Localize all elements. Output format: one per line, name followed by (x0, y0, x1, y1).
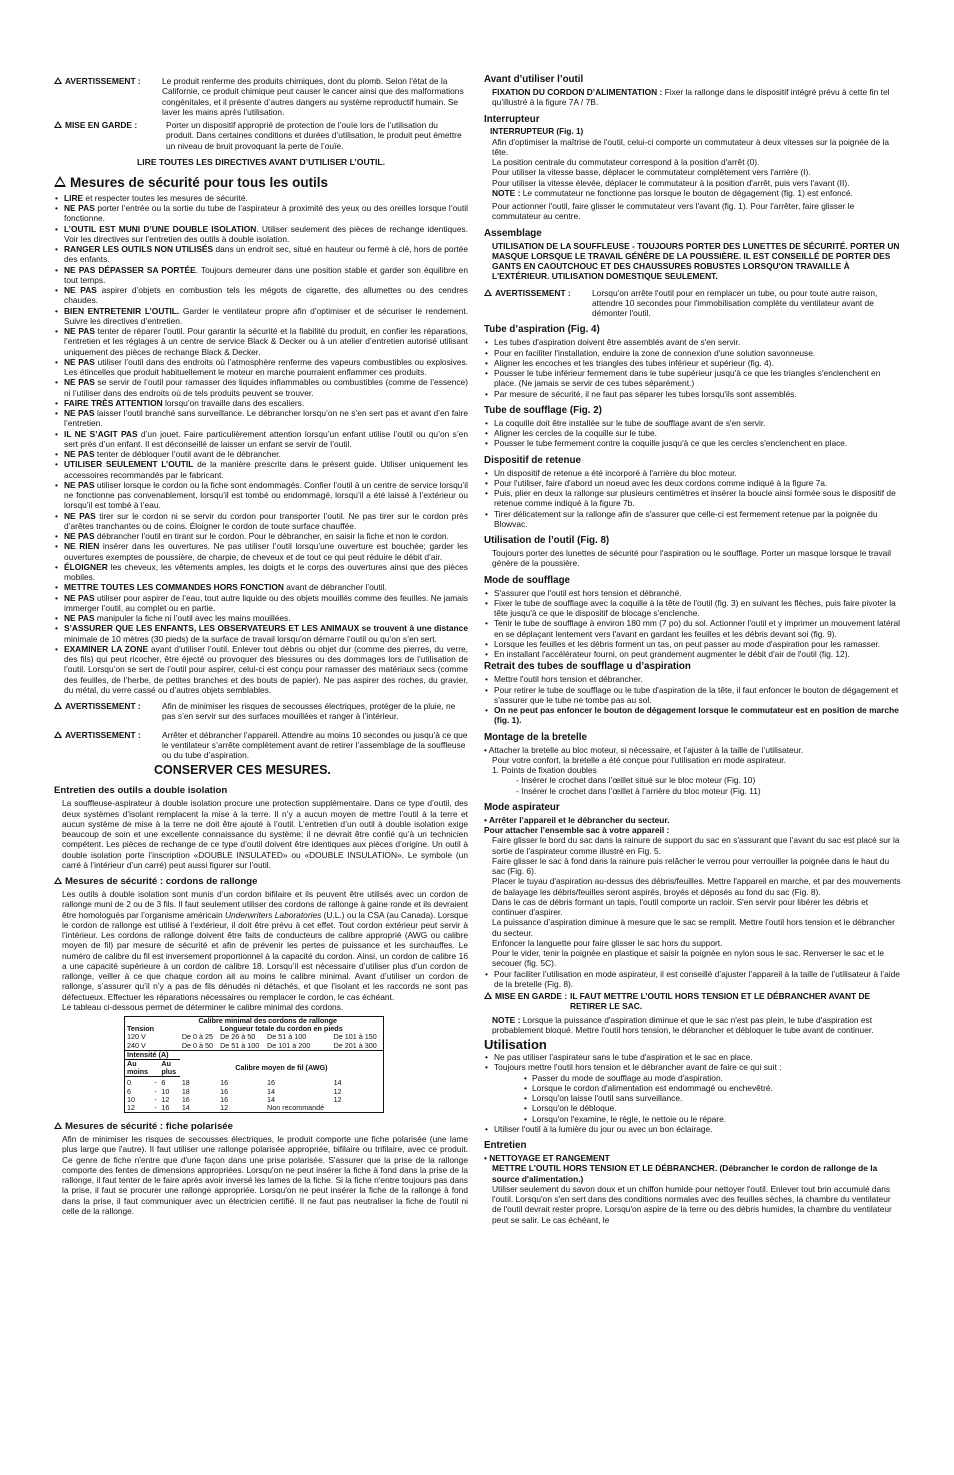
table-cell: De 201 à 300 (332, 1042, 384, 1051)
list-item: • UTILISER SEULEMENT L’OUTIL de la manière prescrite dans le présent guide. Utiliser uniquement les accessoires recommandés par le fabricant. (54, 459, 468, 480)
list-item: • EXAMINER LA ZONE avant d’utiliser l’outil. Enlever tout débris ou objet dur (comme des pierres, du verre, des fils) qui peut ricocher, être éjecté ou provoquer des blessures ou des dommages lors de l’utilisation de l’outil. Lorsqu’on se sert de l’outil pour aspirer, celui-ci est conçu pour ramasser des matériaux secs (comme des feuilles, de l’herbe, de petites branches et des bouts de papier). Ne pas aspirer des roches, du gravier, du métal, du verre cassé ou d’autres objets semblables. (54, 644, 468, 695)
list-item: • FAIRE TRÈS ATTENTION lorsqu’on travaille dans des escaliers. (54, 398, 468, 408)
caution-hearing (54, 120, 468, 151)
list-item: • RANGER LES OUTILS NON UTILISÉS dans un endroit sec, situé en hauteur ou fermé à clé, hors de portée des enfants. (54, 244, 468, 265)
warning-triangle-icon (484, 289, 492, 296)
list-item: • NE PAS DÉPASSER SA PORTÉE. Toujours demeurer dans une position stable et garder son équilibre en tout temps. (54, 265, 468, 286)
list-item: • NE PAS manipuler la fiche ni l’outil avec les mains mouillées. (54, 613, 468, 623)
table-cell: De 51 à 100 (218, 1042, 265, 1051)
use-text: Toujours porter des lunettes de sécurité pour l'aspiration ou le soufflage. Porter un masque lorsque le travail génère de la poussière. (492, 548, 892, 569)
table-cell: 14 (332, 1077, 384, 1088)
list-item: • NE PAS se servir de l’outil pour ramasser des liquides inflammables ou combustibles (comme de l’essence) ni l’utiliser dans des endroits où de tels produits peuvent se trouver. (54, 377, 468, 398)
retain-heading: Dispositif de retenue (484, 454, 581, 466)
list-item: • NE PAS porter l’entrée ou la sortie du tube de l’aspirateur à proximité des yeux ou des oreilles lorsque l’outil fonctionne. (54, 203, 468, 224)
list-item: • NE PAS tirer sur le cordon ni se servir du cordon pour transporter l’outil. Ne pas tirer sur le cordon près d’arêtes tranchantes ou de coins. Éloigner le cordon de toute surface chauffée. (54, 511, 468, 532)
list-item: • NE PAS aspirer d’objets en combustion tels les mégots de cigarette, des allumettes ou des cendres chaudes. (54, 285, 468, 306)
table-v240: 240 V (125, 1042, 180, 1051)
strap-text: 1. Points de fixation doubles (492, 765, 597, 775)
table-cell: plus (159, 1068, 179, 1077)
table-v120: 120 V (125, 1033, 180, 1041)
strap-heading: Montage de la bretelle (484, 731, 587, 743)
list-item: • Pousser le tube inférieur fermement dans le tube supérieur jusqu'à ce que les triangles s'enclenchent en place. (Ne jamais se servir de ces tubes séparément.) (484, 368, 902, 389)
table-cell: - (154, 1094, 157, 1104)
list-item: • S'assurer que l'outil est hors tension et débranché. (484, 588, 902, 598)
maintenance-step: • NETTOYAGE ET RANGEMENT (484, 1153, 610, 1163)
cords-table-intro: Le tableau ci-dessous permet de déterminer le calibre minimal des cordons. (62, 1001, 344, 1012)
list-item: • NE RIEN insérer dans les ouvertures. Ne pas utiliser l’outil lorsqu’une ouverture est bouchée; garder les ouvertures exemptes de poussière, de charpie, de cheveux et de tout ce qui peut réduire le débit d’air. (54, 541, 468, 562)
remove-list (484, 674, 902, 725)
table-row (125, 1104, 384, 1113)
maintenance-heading: Entretien (484, 1140, 527, 1151)
vacuum-step: Pour attacher l’ensemble sac à votre appareil : (484, 825, 670, 835)
list-item: • Lorsque le cordon d'alimentation est endommagé ou enchevêtré. (524, 1083, 902, 1093)
table-tension-header: Tension (125, 1025, 180, 1033)
list-item: • Utiliser l'outil à la lumière du jour ou avec un bon éclairage. (484, 1124, 902, 1134)
list-item: • BIEN ENTRETENIR L’OUTIL. Garder le ventilateur propre afin d’optimiser et de sécuriser le rendement. Suivre les directives d’entretien. (54, 306, 468, 327)
table-cell: 14 (267, 1086, 276, 1096)
list-item: • NE PAS débrancher l’outil en tirant sur le cordon. Pour le débrancher, en saisir la fiche et non le cordon. (54, 531, 468, 541)
before-use-heading: Avant d’utiliser l’outil (484, 74, 584, 85)
before-use-text: FIXATION DU CORDON D’ALIMENTATION : Fixer la rallonge dans le dispositif intégré prévu à cette fin tel qu’illustré à la figure 7A / 7B. (492, 87, 890, 108)
table-cell: 12 (332, 1088, 384, 1096)
list-item: • Un dispositif de retenue a été incorporé à l'arrière du bloc moteur. (484, 468, 902, 478)
list-item: • Ne pas utiliser l’aspirateur sans le tube d'aspiration et le sac en place. (484, 1052, 902, 1062)
list-item: • NE PAS utiliser pour aspirer de l’eau, tout autre liquide ou des objets mouillés comme des feuilles. Ne jamais immerger l’outil, au complet ou en partie. (54, 593, 468, 614)
list-item: • Toujours mettre l'outil hors tension et le débrancher avant de faire ce qui suit : (484, 1062, 902, 1072)
table-cell: De 26 à 50 (220, 1032, 256, 1042)
blow-tube-heading: Tube de soufflage (Fig. 2) (484, 404, 602, 416)
warning-triangle-icon (54, 1122, 62, 1129)
table-blank (180, 1050, 384, 1059)
table-blank (152, 1060, 159, 1069)
vacuum-paragraph: Faire glisser le bord du sac dans la rainure de support du sac en s'assurant que l’avant du sac est placé sur la sortie de l’aspirateur comme illustré en Fig. 5. (492, 835, 900, 856)
blow-tube-list (484, 418, 902, 449)
list-item: • NE PAS tenter de réparer l’outil. Pour garantir la sécurité et la fiabilité du produit, en confier les réparations, l’entretien et les réglages à un centre de service Black & Decker ou à un atelier d’entretien autorisé utilisant uniquement des pièces de rechange Black & Decker. (54, 326, 468, 357)
suction-tube-list (484, 337, 902, 399)
retain-list (484, 468, 902, 530)
list-item: • Fixer le tube de soufflage avec la coquille à la tête de l'outil (fig. 3) en suivant les flèches, puis faire pivoter la tête jusqu'à ce que le dispositif de blocage s'enclenche. (484, 598, 902, 619)
list-item: • Les tubes d'aspiration doivent être assemblés avant de s'en servir. (484, 337, 902, 347)
caution-label: MISE EN GARDE : (54, 120, 166, 151)
caution-text: Porter un dispositif approprié de protection de l’ouïe lors de l’utilisation du produit. Dans certaines conditions et durées d’utilisation, le produit peut émettre un niveau de bruit provoquant la perte de l’ouïe. (166, 120, 462, 151)
plug-heading: Mesures de sécurité : fiche polarisée (54, 1121, 468, 1133)
vacuum-bullet-list (484, 969, 902, 990)
list-item: • Lorsqu'on le débloque. (524, 1103, 902, 1113)
warning-california (54, 76, 468, 117)
vacuum-paragraph: La puissance d’aspiration diminue à mesure que le sac se remplit. Mettre l'outil hors tension et le débrancher du secteur. (492, 917, 895, 938)
switch-text: Afin d'optimiser la maîtrise de l'outil, celui-ci comporte un commutateur à deux vitesses sur la poignée de la tête. (492, 136, 890, 157)
vacuum-heading: Mode aspirateur (484, 801, 560, 813)
list-item: • Par mesure de sécurité, il ne faut pas séparer les tubes lorsqu'ils sont assemblés. (484, 389, 902, 399)
warning-text: Afin de minimiser les risques de secousses électriques, protéger de la pluie, ne pas s’en servir sur des surfaces mouillées et ranger à l’intérieur. (162, 701, 456, 722)
list-item: • Lorsqu'on l'examine, le règle, le nettoie ou le répare. (524, 1114, 902, 1124)
list-item: • Aligner les encoches et les triangles des tubes inférieur et supérieur (fig. 4). (484, 358, 902, 368)
table-cell: Non recommandé (265, 1104, 332, 1113)
list-item: • ÉLOIGNER les cheveux, les vêtements amples, les doigts et le corps des ouvertures ainsi que des pièces mobiles. (54, 562, 468, 583)
table-cell (332, 1104, 384, 1113)
list-item: • En installant l'accélérateur fourni, on peut grandement augmenter le débit d'air de l'outil (fig. 12). (484, 649, 902, 659)
table-cell: De 101 à 200 (265, 1042, 332, 1051)
table-cell: 16 (159, 1104, 179, 1113)
vacuum-paragraph: Faire glisser le sac à fond dans la rainure puis relâcher le verrou pour verrouiller la poignée dans le haut du sac (Fig. 6). (492, 855, 890, 876)
switch-text: La position centrale du commutateur correspond à la position d'arrêt (0). (492, 157, 760, 167)
table-cell: 16 (220, 1077, 229, 1087)
left-column (54, 74, 468, 1216)
double-insulation-text: La souffleuse-aspirateur à double isolation procure une protection supplémentaire. Dans ce type d’outil, des deux systèmes d’isolant remplacent la mise à la terre. Il n’y a aucun moyen de mettre l’outil à la terre et aucun système de mise à la terre ne doit être ajouté à l’outil. L’entretien d’un outil à double isolation exige beaucoup de soin et une excellente connaissance du système; il ne devrait être confié qu’à un technicien compétent. Les pièces de rechange de ce type d’outil doivent être identiques aux pièces d’origine. Un outil à double isolation porte l’inscription «DOUBLE INSULATED» ou «DOUBLE INSULATION». Le symbole (un carré à l’intérieur d’un carré) peut aussi figurer sur l’outil. (62, 798, 468, 870)
cord-gauge-table (124, 1016, 384, 1113)
table-cell: 10 (125, 1096, 153, 1104)
table-cell: 16 (181, 1094, 190, 1104)
table-cell: 12 (161, 1094, 170, 1104)
list-item: • NE PAS laisser l’outil branché sans surveillance. Le débrancher lorsqu’on ne s’en sert pas et avant d’en faire l’entretien. (54, 408, 468, 429)
warning-text: Le produit renferme des produits chimiques, dont du plomb. Selon l’état de la Californie, ce produit chimique peut causer le cancer ainsi que des malformations congénitales, et il présente d’autres dangers au système reproductif humain. Se laver les mains après l’utilisation. (162, 76, 464, 117)
warning-triangle-icon (54, 121, 62, 128)
table-cell: De 51 à 100 (267, 1032, 307, 1042)
list-item: • La coquille doit être installée sur le tube de soufflage avant de s'en servir. (484, 418, 902, 428)
list-item: • Tirer délicatement sur la rallonge afin de s'assurer que celle-ci est fermement retenue par la poignée du Blowvac. (484, 509, 902, 530)
caution-bag (484, 991, 902, 1012)
strap-text: - Insérer le crochet dans l’œillet situé sur le bloc moteur (Fig. 10) (516, 775, 756, 786)
list-item: • Lorsqu'on laisse l'outil sans surveillance. (524, 1093, 902, 1103)
assembly-warning-text: UTILISATION DE LA SOUFFLEUSE - TOUJOURS PORTER DES LUNETTES DE SÉCURITÉ. PORTER UN MASQUE LORSQUE LE TRAVAIL GÉNÈRE DE LA POUSSIÈRE. IL EST CONSEILLÉ DE PORTER DES GANTS EN CAOUTCHOUC ET DES CHAUSSURES ROBUSTES LORSQU'ON TRAVAILLE À L'EXTÉRIEUR. UTILISATION DOMESTIQUE SEULEMENT. (492, 240, 900, 282)
list-item: • NE PAS utiliser lorsque le cordon ou la fiche sont endommagés. Confier l’outil à un centre de service lorsqu’il ne fonctionne pas convenablement, lorsqu’il est tombé ou endommagé, lorsqu’il a été laissé à l’extérieur ou lorsqu’il est tombé à l’eau. (54, 480, 468, 511)
conserve-heading: CONSERVER CES MESURES. (154, 763, 331, 778)
vacuum-paragraph: Dans le cas de débris formant un tapis, l'outil comporte un racloir. S'en servir pour libérer les débris et continuer d'aspirer. (492, 896, 869, 917)
list-item: • LIRE et respecter toutes les mesures de sécurité. (54, 193, 468, 203)
maintenance-text: Utiliser seulement du savon doux et un chiffon humide pour nettoyer l'outil. Enlever tout brin accumulé dans l'outil. Lorsqu'on s'en sert dans des conditions normales avec des feuilles sèches, la chambre du ventilateur de l'outil devrait rester propre. Lorsqu'on aspire de la terre ou des débris humides, la chambre du ventilateur peut se salir. Le cas échéant, le (492, 1183, 892, 1225)
warning-label: AVERTISSEMENT : (54, 76, 162, 117)
table-cell: 12 (332, 1096, 384, 1104)
warning-triangle-icon (54, 77, 62, 84)
cords-heading: Mesures de sécurité : cordons de rallonge (54, 876, 468, 888)
table-cell: 12 (125, 1104, 153, 1113)
list-item: • Pour faciliter l’utilisation en mode aspirateur, il est conseillé d’ajuster l’appareil à la taille de l’utilisateur à l’aide de la bretelle (Fig. 8). (484, 969, 902, 990)
table-title: Calibre minimal des cordons de rallonge (152, 1017, 383, 1026)
table-awg-header: Calibre moyen de fil (AWG) (180, 1060, 384, 1077)
table-cell: 12 (218, 1104, 265, 1113)
warning-triangle-icon (54, 877, 62, 884)
table-intensity-header: Intensité (A) (125, 1050, 180, 1059)
warning-label: AVERTISSEMENT : (484, 288, 592, 319)
utilisation-list-last (484, 1124, 902, 1134)
table-cell: De 101 à 150 (332, 1033, 384, 1041)
table-cell: Au (125, 1060, 153, 1069)
plug-text: Afin de minimiser les risques de secousses électriques, le produit comporte une fiche polarisée (une lame plus large que l'autre). Il faut utiliser une rallonge polarisée appropriée, bifilaire ou trifilaire, avec ce produit. Ce genre de fiche n'entre que d'une façon dans une prise polarisée. S'assurer que la prise de la rallonge comporte des fentes de dimensions appropriées. Lorsqu'on ne peut insérer la fiche à fond dans la prise de la rallonge, il faut tenter de le faire après avoir inversé les lames de la fiche. Si la fiche n'entre toujours pas dans la prise, il faut se procurer une rallonge appropriée. Lorsqu'on ne peut insérer la fiche de la rallonge à fond dans la prise, il faut communiquer avec un électricien certifié. Il ne faut pas neutraliser la fiche de l'outil ni celle de la rallonge. (62, 1134, 468, 1216)
warning-label: AVERTISSEMENT : (54, 701, 162, 722)
strap-text: Pour votre confort, la bretelle a été conçue pour l'utilisation en mode aspirateur. (492, 754, 786, 765)
vacuum-paragraph: Enfoncer la languette pour faire glisser le sac hors du support. (492, 937, 723, 948)
table-cell: 14 (267, 1094, 276, 1104)
blow-mode-list (484, 588, 902, 660)
right-column (484, 74, 902, 1225)
table-blank (152, 1068, 159, 1077)
table-cell: - (154, 1086, 157, 1096)
utilisation-list (484, 1052, 902, 1073)
table-length-header: Longueur totale du cordon en pieds (180, 1025, 384, 1033)
caution-label: MISE EN GARDE : (484, 991, 570, 1012)
list-item: • Pousser le tube fermement contre la coquille jusqu'à ce que les cercles s'enclenchent en place. (484, 438, 902, 448)
table-cell: - (154, 1078, 157, 1088)
warning-tube-change (484, 288, 902, 319)
warning-triangle-icon (54, 176, 66, 187)
warning-text: Arrêter et débrancher l’appareil. Attendre au moins 10 secondes ou jusqu’à ce que le ventilateur s’arrête complètement avant de retirer l’assemblage de la souffleuse ou du tube d’aspiration. (162, 729, 468, 760)
assembly-heading: Assemblage (484, 227, 542, 239)
strap-text: • Attacher la bretelle au bloc moteur, si nécessaire, et l’ajuster à la taille de l’utilisateur. (484, 744, 804, 755)
switch-note: NOTE : Le commutateur ne fonctionne pas lorsque le bouton de dégagement (fig. 1) est enfoncé. (492, 187, 853, 198)
utilisation-heading: Utilisation (484, 1037, 547, 1052)
table-cell: moins (125, 1068, 153, 1077)
switch-subheading: INTERRUPTEUR (Fig. 1) (490, 126, 584, 136)
list-item: • S’ASSURER QUE LES ENFANTS, LES OBSERVATEURS ET LES ANIMAUX se trouvent à une distance minimale de 10 mètres (30 pieds) de la surface de travail lorsqu’on démarre l’outil ou qu’on s’en sert. (54, 623, 468, 644)
blow-mode-heading: Mode de soufflage (484, 574, 571, 586)
list-item: • NE PAS utiliser l’outil dans des endroits où l’atmosphère renferme des vapeurs combustibles ou explosives. Les étincelles que produit habituellement le moteur en marche pourraient enflammer ces produits. (54, 357, 468, 378)
list-item: • Aligner les cercles de la coquille sur le tube. (484, 428, 902, 438)
use-heading: Utilisation de l’outil (Fig. 8) (484, 535, 610, 546)
warning-rain (54, 701, 468, 722)
warning-stop (54, 730, 468, 761)
list-item: • Tenir le tube de soufflage à environ 180 mm (7 po) du sol. Actionner l'outil et y imprimer un mouvement latéral en se déplaçant lentement vers l'avant en gardant les feuilles et les débris devant soi (fig. 9). (484, 618, 902, 639)
vacuum-paragraph: Placer le tuyau d'aspiration au-dessus des débris/feuilles. Mettre l'appareil en marche, et par des mouvements de balayage les débris/feuilles seront aspirés, broyés et déposés au fond du sac (Fig. 8). (492, 876, 901, 897)
table-cell: De 0 à 50 (180, 1042, 218, 1051)
suction-tube-heading: Tube d’aspiration (Fig. 4) (484, 324, 600, 336)
vacuum-paragraph: Pour le vider, tenir la poignée en plastique et saisir la poignée en nylon sous le sac. Renverser le sac et le secouer (fig. 5C). (492, 948, 884, 969)
maintenance-step: METTRE L'OUTIL HORS TENSION ET LE DÉBRANCHER. (Débrancher le cordon de rallonge de la source d'alimentation.) (492, 1163, 878, 1184)
warning-text: Lorsqu'on arrête l'outil pour en remplacer un tube, ou pour toute autre raison, attendre 10 secondes pour l'immobilisation complète du ventilateur avant de démonter l'outil. (592, 287, 878, 318)
table-cell: 18 (181, 1077, 190, 1087)
list-item: • Pour en faciliter l'installation, enduire la zone de connexion d'une solution savonneuse. (484, 348, 902, 358)
table-cell: 16 (220, 1086, 229, 1096)
switch-text: Pour utiliser la vitesse élevée, déplacer le commutateur à la position d'arrêt, puis vers l'avant (II). (492, 177, 850, 188)
list-item: • Pour retirer le tube de soufflage ou le tube d'aspiration de la tête, il faut enfoncer le bouton de dégagement et s'assurer que le tube ne tombe pas au sol. (484, 685, 902, 706)
read-all-directives: LIRE TOUTES LES DIRECTIVES AVANT D’UTILISER L’OUTIL. (137, 156, 385, 167)
table-cell: De 0 à 25 (181, 1032, 213, 1042)
list-item: • Lorsque les feuilles et les débris forment un tas, on peut passer au mode d'aspiration pour les ramasser. (484, 639, 902, 649)
list-item: • Puis, plier en deux la rallonge sur plusieurs centimètres et insérer la boucle ainsi formée sous le dispositif de retenue comme indiqué à la figure 7b. (484, 488, 902, 509)
list-item: • On ne peut pas enfoncer le bouton de dégagement lorsque le commutateur est en position de marche (fig. 1). (484, 705, 902, 726)
caution-text: IL FAUT METTRE L’OUTIL HORS TENSION ET LE DÉBRANCHER AVANT DE RETIRER LE SAC. (570, 991, 871, 1012)
safety-list (54, 193, 468, 695)
safety-heading: Mesures de sécurité pour tous les outils (54, 175, 468, 191)
double-insulation-heading: Entretien des outils a double isolation (54, 785, 228, 797)
list-item: • Passer du mode de soufflage au mode d'aspiration. (524, 1073, 902, 1083)
cords-text: Les outils à double isolation sont munis d’un cordon bifilaire et ils peuvent être utilisés avec un cordon de rallonge muni de 2 ou de 3 fils. Il faut seulement utiliser des cordons de rallonge à gaine ronde et ils devraient être homologués par l’organisme américain Underwriters Laboratories (U.L.) ou la CSA (au Canada). Lorsque le cordon de rallonge est utilisé à l’extérieur, il doit être prévu à cet effet. Tout cordon extérieur peut servir à l’intérieur. Les cordons de rallonge doivent être faits de conducteurs de calibre approprié (AWG ou calibre moyen de fil) par mesure de sécurité et afin de prévenir les pertes de puissance et les surchauffes. Le numéro de calibre du fil est inversement proportionnel à la capacité du cordon. Ainsi, un cordon de calibre 16 a une capacité supérieure à un cordon de calibre 18. Lorsqu’il est nécessaire d’utiliser plus d’un cordon de rallonge, veiller à ce que chaque cordon ait au moins le calibre minimal. Avant d’utiliser un cordon de rallonge, s’assurer qu’il n’y a pas de fils dénudés ni détachés, et que l’isolant et les raccords ne sont pas défectueux. Effectuer les réparations nécessaires ou remplacer le cordon, le cas échéant. (62, 889, 468, 1002)
table-cell: 18 (181, 1086, 190, 1096)
vacuum-paragraphs (484, 835, 902, 968)
table-cell: - (152, 1104, 159, 1113)
table-cell: 6 (161, 1078, 166, 1088)
switch-heading: Interrupteur (484, 113, 540, 125)
switch-text: Pour utiliser la vitesse basse, déplacer le commutateur complètement vers l'arrière (I). (492, 167, 811, 178)
table-cell: Au (161, 1059, 171, 1069)
vacuum-step: • Arrêter l’appareil et le débrancher du secteur. (484, 814, 670, 825)
remove-heading: Retrait des tubes de soufflage u d’aspiration (484, 661, 691, 673)
utilisation-sublist (484, 1073, 902, 1124)
table-cell: 16 (267, 1077, 276, 1087)
table-cell: 6 (125, 1088, 153, 1096)
table-cell: 14 (180, 1104, 218, 1113)
vacuum-note: NOTE : Lorsque la puissance d'aspiration diminue et que le sac n'est pas plein, le tube d'aspiration est probablement bloqué. Mettre l'outil hors tension, le débrancher et débloquer le tube avant de continuer. (492, 1014, 874, 1035)
warning-label: AVERTISSEMENT : (54, 730, 162, 761)
list-item: • Mettre l'outil hors tension et débrancher. (484, 674, 902, 684)
warning-triangle-icon (54, 731, 62, 738)
warning-triangle-icon (54, 702, 62, 709)
table-cell: 16 (220, 1094, 229, 1104)
table-cell: 0 (125, 1077, 153, 1088)
list-item: • IL NE S’AGIT PAS d’un jouet. Faire particulièrement attention lorsqu’un enfant utilise l’outil ou qu’on s’en sert près d’un enfant. Il est déconseillé de laisser un enfant se servir de l’outil. (54, 429, 468, 450)
list-item: • L’OUTIL EST MUNI D’UNE DOUBLE ISOLATION. Utiliser seulement des pièces de rechange identiques. Voir les directives sur l’entretien des outils à double isolation. (54, 224, 468, 245)
list-item: • Pour l'utiliser, faire d'abord un noeud avec les deux cordons comme indiqué à la figure 7a. (484, 478, 902, 488)
list-item: • METTRE TOUTES LES COMMANDES HORS FONCTION avant de débrancher l’outil. (54, 582, 468, 592)
list-item: • NE PAS tenter de débloquer l’outil avant de le débrancher. (54, 449, 468, 459)
table-cell: 10 (161, 1086, 170, 1096)
strap-text: - Insérer le crochet dans l’œillet à l’arrière du bloc moteur (Fig. 11) (516, 785, 761, 796)
warning-triangle-icon (484, 992, 492, 999)
switch-text: Pour actionner l'outil, faire glisser le commutateur vers l'avant (fig. 1). Pour l'arrêter, faire glisser le commutateur au centre. (492, 201, 855, 222)
